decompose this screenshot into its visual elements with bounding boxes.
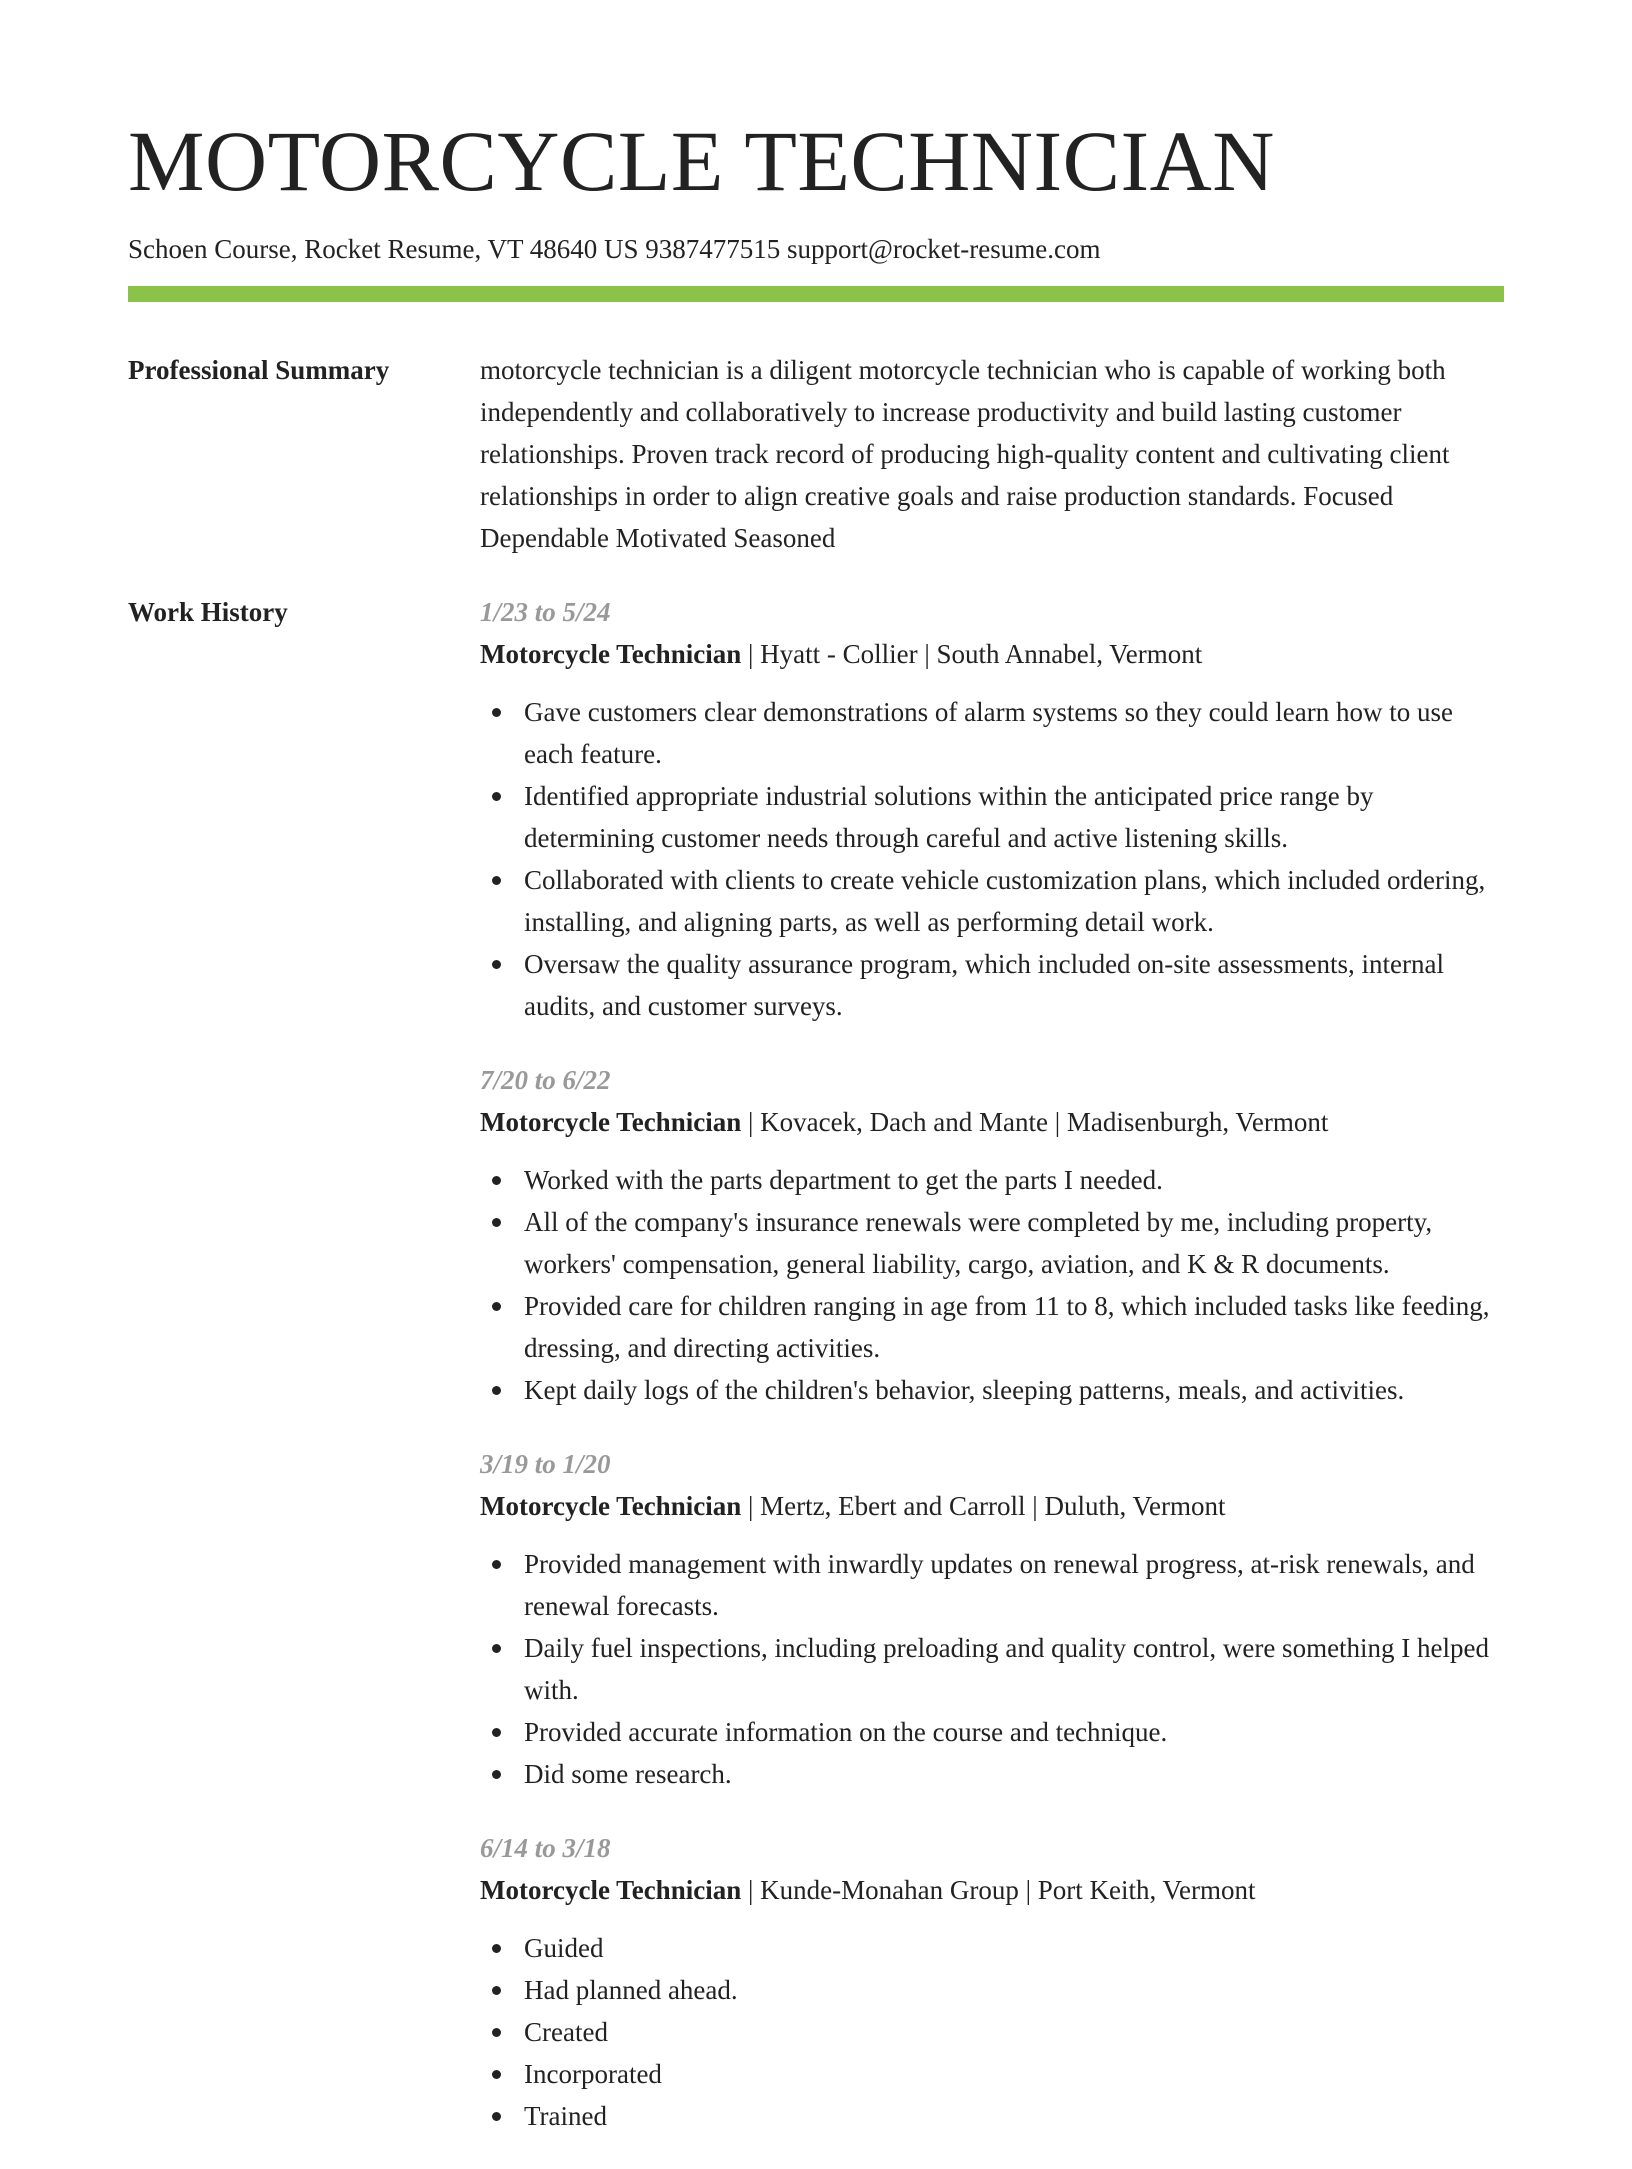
job-entry [480,1443,1504,1795]
job-bullet: Had planned ahead. [524,1969,1504,2011]
job-bullet: Did some research. [524,1753,1504,1795]
job-bullet: Gave customers clear demonstrations of alarm systems so they could learn how to use each feature. [524,691,1504,775]
professional-summary [480,349,1504,559]
job-date: 7/20 to 6/22 [480,1065,611,1095]
job-bullet: Oversaw the quality assurance program, which included on-site assessments, internal audits, and customer surveys. [524,943,1504,1027]
job-heading [480,633,1504,675]
job-bullet: Guided [524,1927,1504,1969]
job-bullet: Trained [524,2095,1504,2137]
header-divider [128,286,1504,302]
job-bullets [480,691,1504,1027]
job-heading [480,1485,1504,1527]
job-date: 6/14 to 3/18 [480,1833,611,1863]
job-entry [480,591,1504,1027]
job-bullet: Incorporated [524,2053,1504,2095]
job-date: 3/19 to 1/20 [480,1449,611,1479]
job-bullets [480,1159,1504,1411]
job-date: 1/23 to 5/24 [480,597,611,627]
job-heading [480,1869,1504,1911]
job-entry [480,1059,1504,1411]
job-title: Motorcycle Technician [480,1491,742,1521]
job-bullets [480,1543,1504,1795]
job-title: Motorcycle Technician [480,1875,742,1905]
job-title: Motorcycle Technician [480,639,742,669]
job-bullet: Provided management with inwardly updates on renewal progress, at-risk renewals, and renewal forecasts. [524,1543,1504,1627]
job-bullet: All of the company's insurance renewals were completed by me, including property, workers' compensation, general liability, cargo, aviation, and K & R documents. [524,1201,1504,1285]
job-bullet: Daily fuel inspections, including preloading and quality control, were something I helped with. [524,1627,1504,1711]
work-history [480,591,1504,2169]
job-details: | Mertz, Ebert and Carroll | Duluth, Vermont [741,1491,1226,1521]
job-bullet: Kept daily logs of the children's behavior, sleeping patterns, meals, and activities. [524,1369,1504,1411]
job-heading [480,1101,1504,1143]
job-bullet: Provided accurate information on the course and technique. [524,1711,1504,1753]
contact-line: Schoen Course, Rocket Resume, VT 48640 US 9387477515 support@rocket-resume.com [128,234,1101,264]
job-title: Motorcycle Technician [480,1107,742,1137]
resume-title: MOTORCYCLE TECHNICIAN [128,113,1275,209]
job-bullet: Worked with the parts department to get the parts I needed. [524,1159,1504,1201]
section-label-work-history: Work History [128,597,288,627]
job-bullet: Collaborated with clients to create vehicle customization plans, which included ordering, installing, and aligning parts, as well as performing detail work. [524,859,1504,943]
job-details: | Kunde-Monahan Group | Port Keith, Vermont [741,1875,1256,1905]
job-bullet: Created [524,2011,1504,2053]
job-details: | Kovacek, Dach and Mante | Madisenburgh, Vermont [741,1107,1329,1137]
job-bullets [480,1927,1504,2137]
job-entry [480,1827,1504,2137]
summary-text: motorcycle technician is a diligent motorcycle technician who is capable of working both independently and collaboratively to increase productivity and build lasting customer relationships. Proven track record of producing high-quality content and cultivating client relationships in order to align creative goals and raise production standards. Focused Dependable Motivated Seasoned [480,355,1450,553]
job-bullet: Identified appropriate industrial solutions within the anticipated price range by determining customer needs through careful and active listening skills. [524,775,1504,859]
section-label-professional-summary: Professional Summary [128,355,390,385]
job-bullet: Provided care for children ranging in age from 11 to 8, which included tasks like feeding, dressing, and directing activities. [524,1285,1504,1369]
job-details: | Hyatt - Collier | South Annabel, Vermont [741,639,1203,669]
